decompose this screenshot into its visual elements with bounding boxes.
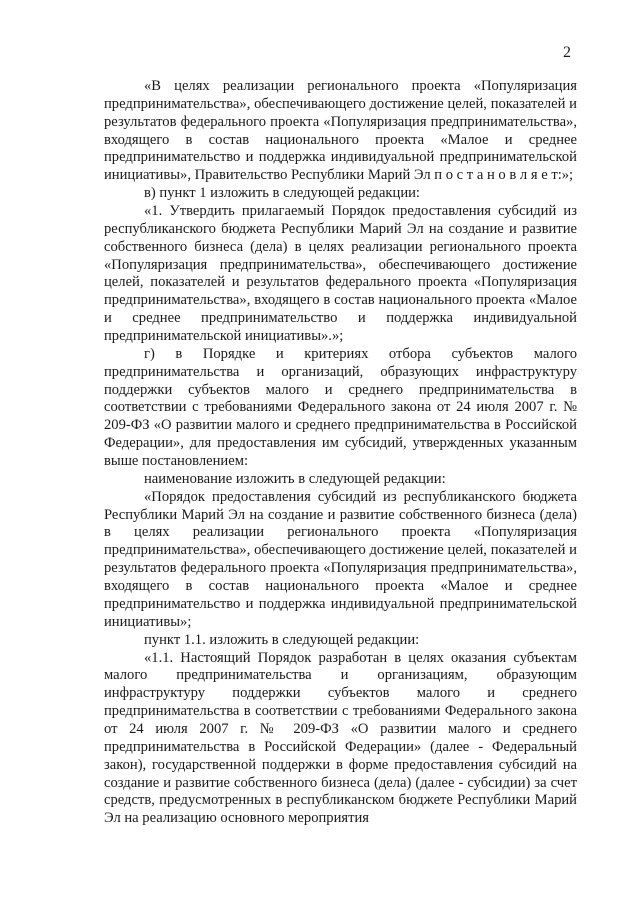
paragraph-item-v: в) пункт 1 изложить в следующей редакции:: [144, 185, 420, 202]
paragraph-item-1-text: «1. Утвердить прилагаемый Порядок предоставления субсидий из республиканского бюджета Республики Марий Эл на создание и развитие собственного бизнеса (дела) в целях реализации регионального проекта «Популяризация предпринимательства», обеспечивающего достижение целей, показателей и результатов федерального проекта «Популяризация предпринимательства», входящего в состав национального проекта «Малое и среднее предпринимательство и поддержка индивидуальной предпринимательской инициативы».»;: [104, 203, 577, 345]
paragraph-item-1-1-text: «1.1. Настоящий Порядок разработан в целях оказания субъектам малого предпринимательства и организациям, образующим инфраструктуру поддержки субъектов малого и среднего предпринимательства в соответствии с требованиями Федерального закона от 24 июля 2007 г. № 209-ФЗ «О развитии малого и среднего предпринимательства в Российской Федерации» (далее - Федеральный закон), государственной поддержки в форме предоставления субсидий на создание и развитие собственного бизнеса (дела) (далее - субсидии) за счет средств, предусмотренных в республиканском бюджете Республики Марий Эл на реализацию основного мероприятия: [104, 649, 577, 827]
page-number: 2: [563, 44, 571, 61]
paragraph-item-g: г) в Порядке и критериях отбора субъектов малого предпринимательства и организаций, образующих инфраструктуру поддержки субъектов малого и среднего предпринимательства в соответствии с требованиями Федерального закона от 24 июля 2007 г. № 209-ФЗ «О развитии малого и среднего предпринимательства в Российской Федерации», для предоставления им субсидий, утвержденных указанным выше постановлением:: [104, 345, 577, 470]
document-body: [104, 78, 577, 828]
paragraph-title-text: «Порядок предоставления субсидий из республиканского бюджета Республики Марий Эл на создание и развитие собственного бизнеса (дела) в целях реализации регионального проекта «Популяризация предпринимательства», обеспечивающего достижение целей, показателей и результатов федерального проекта «Популяризация предпринимательства», входящего в состав национального проекта «Малое и среднее предпринимательство и поддержка индивидуальной предпринимательской инициативы»;: [104, 488, 577, 630]
paragraph-preamble-quote: «В целях реализации регионального проекта «Популяризация предпринимательства», обеспечивающего достижение целей, показателей и результатов федерального проекта «Популяризация предпринимательства», входящего в состав национального проекта «Малое и среднее предпринимательство и поддержка индивидуальной предпринимательской инициативы», Правительство Республики Марий Эл п о с т а н о в л я е т:»;: [104, 78, 577, 184]
paragraph-title-change: наименование изложить в следующей редакции:: [144, 470, 446, 487]
paragraph-item-1-1-intro: пункт 1.1. изложить в следующей редакции:: [144, 631, 420, 648]
